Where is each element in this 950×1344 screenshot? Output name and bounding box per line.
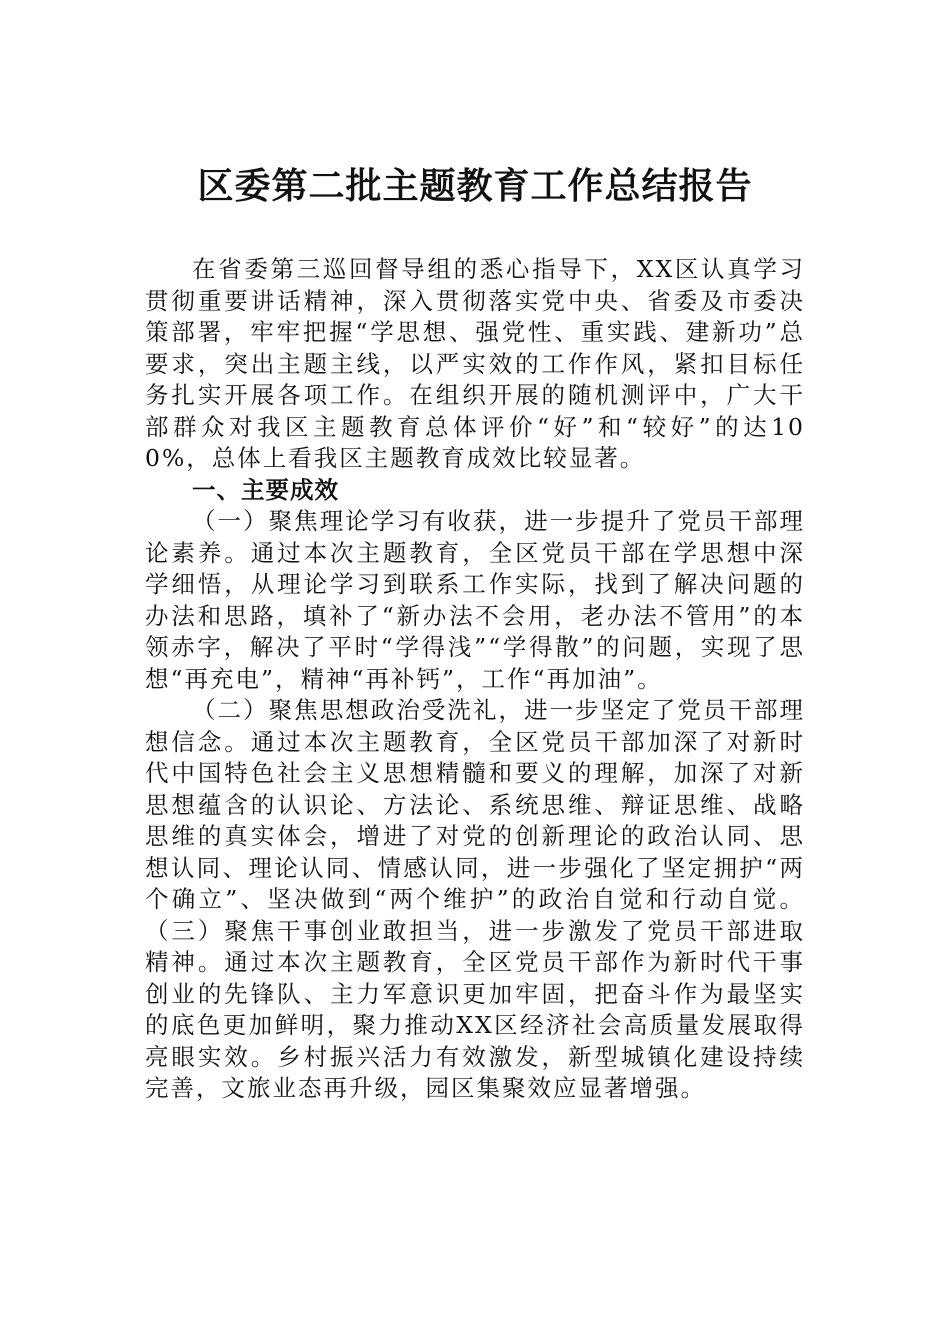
intro-paragraph: 在省委第三巡回督导组的悉心指导下，XX区认真学习贯彻重要讲话精神，深入贯彻落实党中央、省委及市委决策部署，牢牢把握“学思想、强党性、重实践、建新功”总要求，突出主题主线，以严实效的工作作风，紧扣目标任务扎实开展各项工作。在组织开展的随机测评中，广大干部群众对我区主题教育总体评价“好”和“较好”的达100%，总体上看我区主题教育成效比较显著。 bbox=[145, 255, 805, 472]
section-heading-main-achievements: 一、主要成效 bbox=[192, 475, 339, 504]
paragraph-political-ideology: （二）聚焦思想政治受洗礼，进一步坚定了党员干部理想信念。通过本次主题教育，全区党员干部加深了对新时代中国特色社会主义思想精髓和要义的理解，加深了对新思想蕴含的认识论、方法论、系统思维、辩证思维、战略思维的真实体会，增进了对党的创新理论的政治认同、思想认同、理论认同、情感认同，进一步强化了坚定拥护“两个确立”、坚决做到“两个维护”的政治自觉和行动自觉。（三）聚焦干事创业敢担当，进一步激发了党员干部进取精神。通过本次主题教育，全区党员干部作为新时代干事创业的先锋队、主力军意识更加牢固，把奋斗作为最坚实的底色更加鲜明，聚力推动XX区经济社会高质量发展取得亮眼实效。乡村振兴活力有效激发，新型城镇化建设持续完善，文旅业态再升级，园区集聚效应显著增强。 bbox=[145, 696, 805, 1102]
document-title: 区委第二批主题教育工作总结报告 bbox=[197, 165, 753, 207]
document-body bbox=[145, 254, 805, 1105]
paragraph-theory-study: （一）聚焦理论学习有收获，进一步提升了党员干部理论素养。通过本次主题教育，全区党员干部在学思想中深学细悟，从理论学习到联系工作实际，找到了解决问题的办法和思路，填补了“新办法不会用，老办法不管用”的本领赤字，解决了平时“学得浅”“学得散”的问题，实现了思想“再充电”，精神“再补钙”，工作“再加油”。 bbox=[145, 507, 805, 693]
